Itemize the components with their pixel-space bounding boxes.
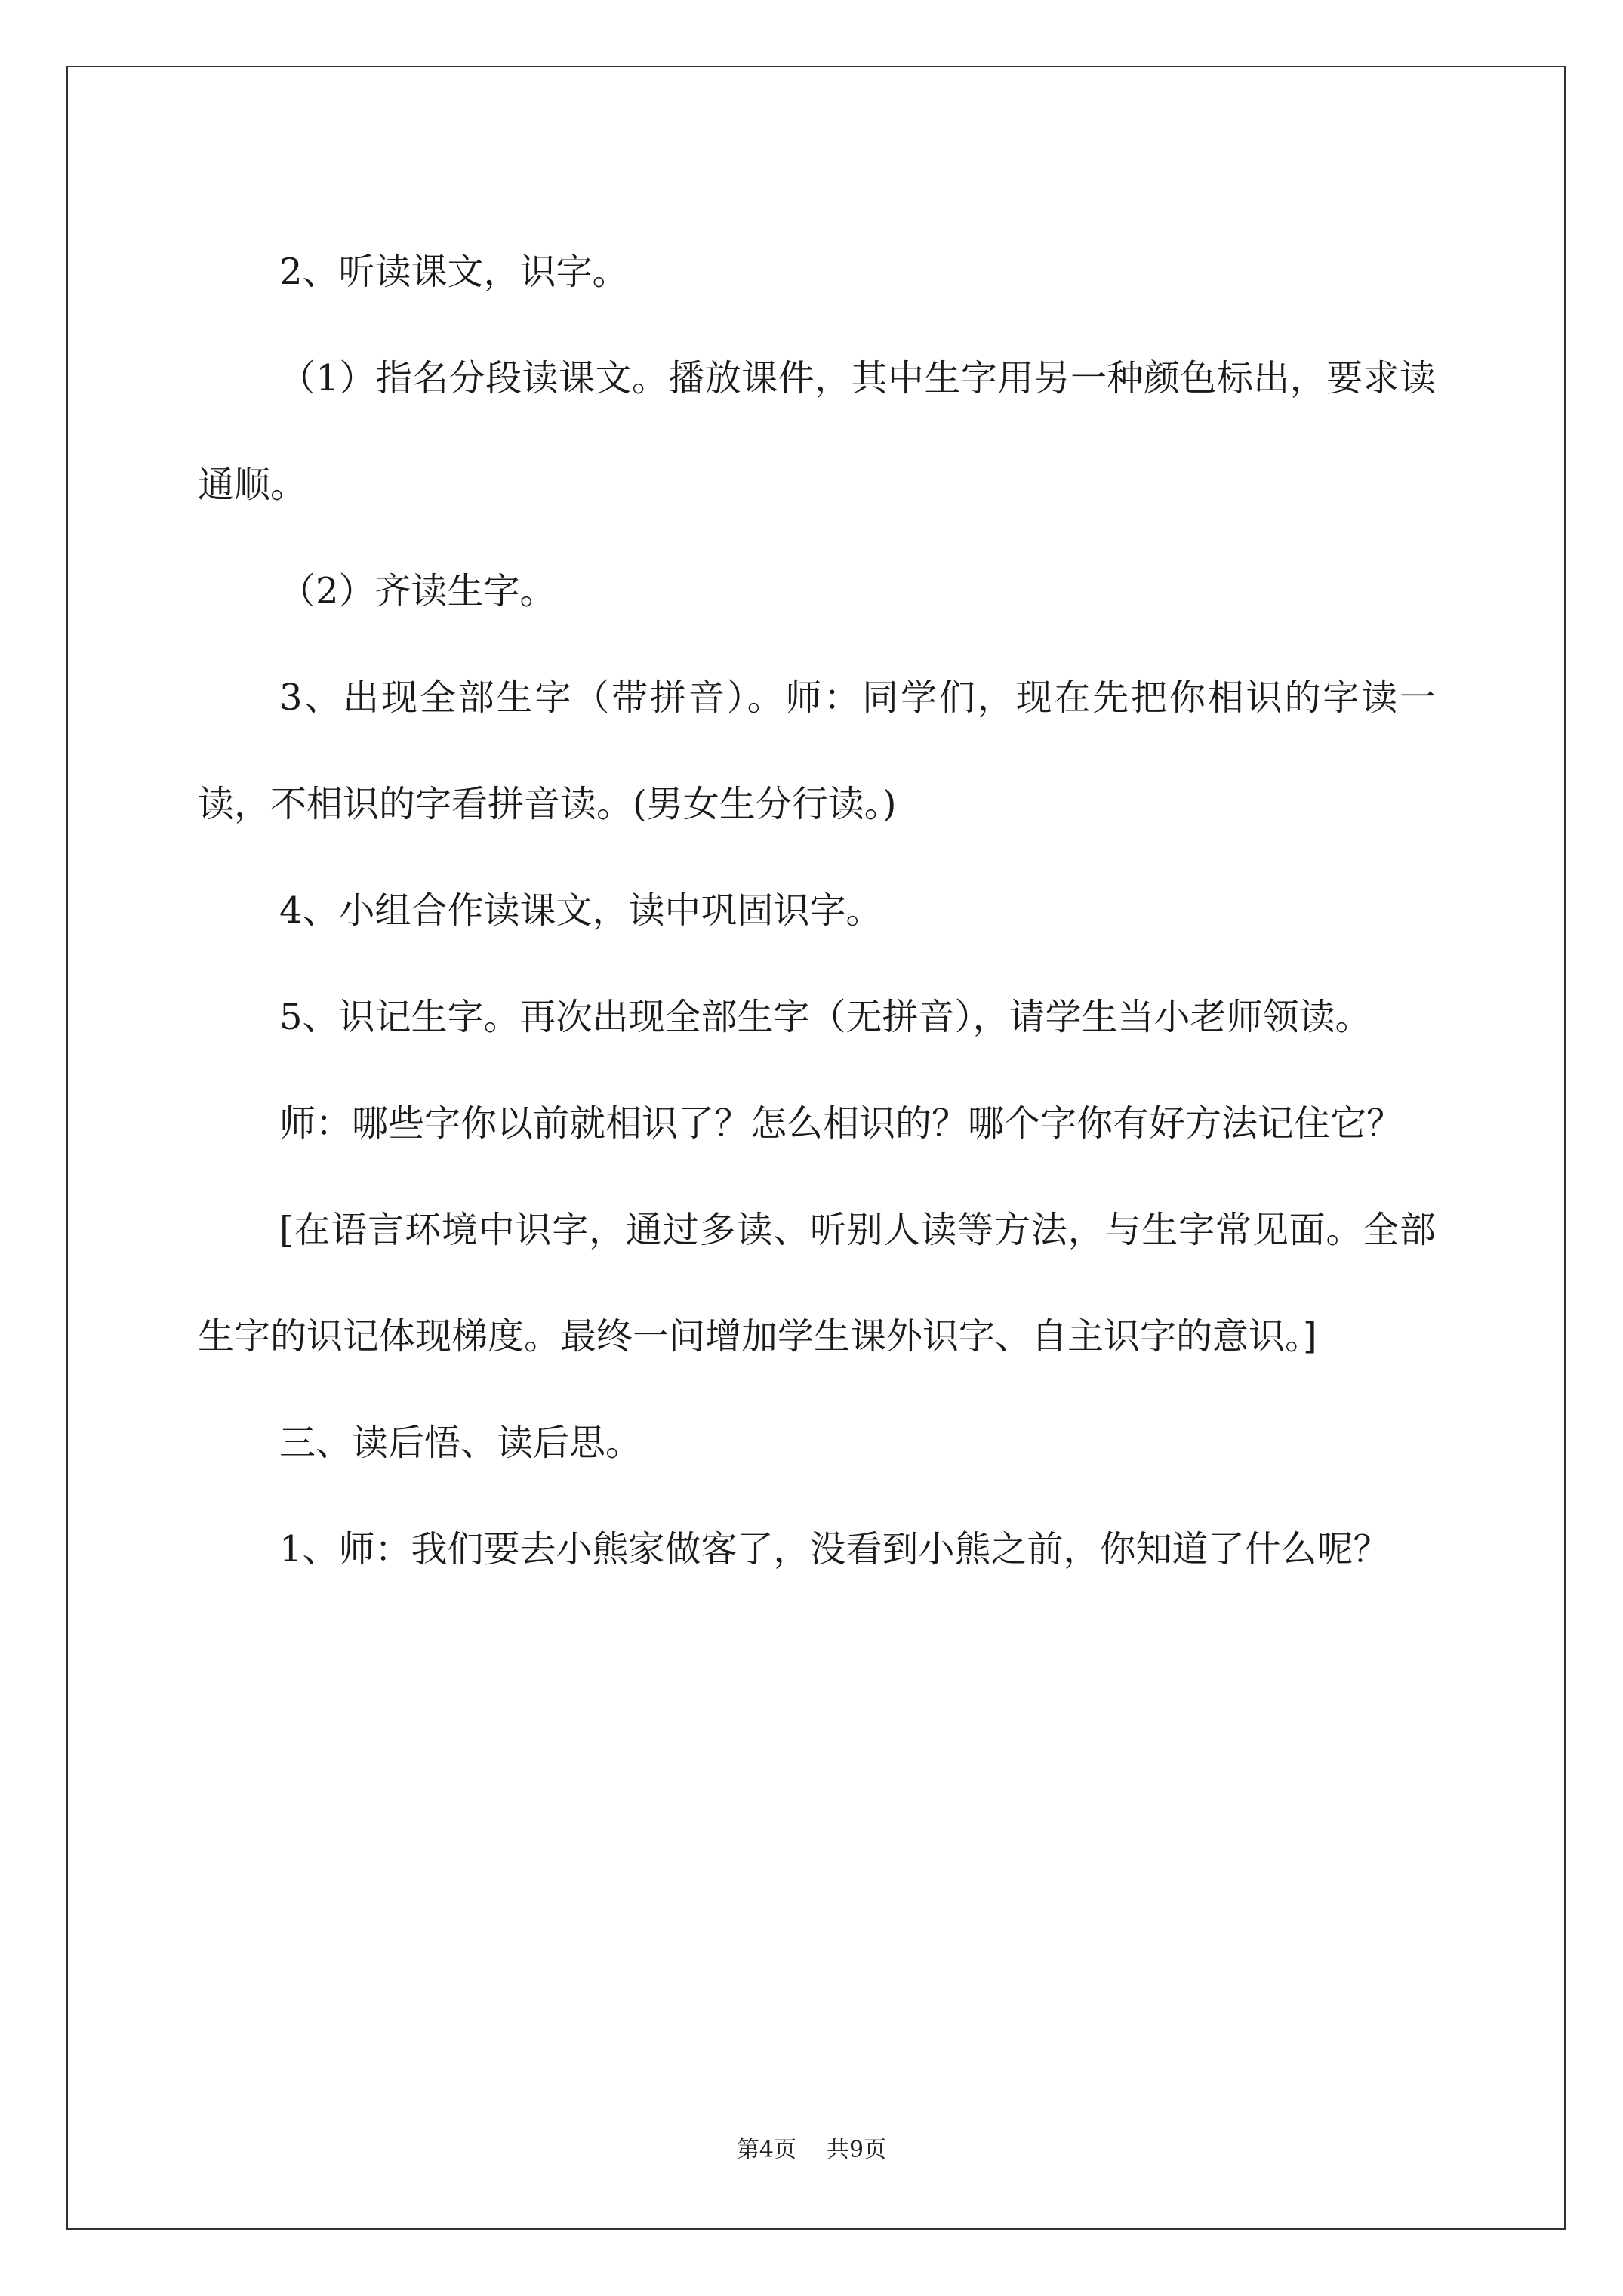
paragraph: 5、识记生字。再次出现全部生字（无拼音），请学生当小老师领读。	[279, 996, 1372, 1038]
paragraph: 师：哪些字你以前就相识了？怎么相识的？哪个字你有好方法记住它？	[279, 1102, 1403, 1145]
paragraph: 三、读后悟、读后思。	[279, 1422, 642, 1464]
paragraph: 1、师：我们要去小熊家做客了，没看到小熊之前，你知道了什么呢？	[279, 1528, 1390, 1570]
page-total: 共9页	[827, 2137, 887, 2163]
paragraph: 3、出现全部生字（带拼音）。师：同学们，现在先把你相识的字读一读，不相识的字看拼音读。(男女生分行读。)	[198, 676, 1436, 825]
page-number: 第4页	[736, 2137, 796, 2163]
document-body	[198, 219, 1436, 1603]
paragraph: （1）指名分段读课文。播放课件，其中生字用另一种颜色标出，要求读通顺。	[198, 357, 1436, 506]
paragraph: 4、小组合作读课文，读中巩固识字。	[279, 889, 882, 932]
paragraph: [在语言环境中识字，通过多读、听别人读等方法，与生字常见面。全部生字的识记体现梯度。最终一问增加学生课外识字、自主识字的意识。]	[198, 1209, 1436, 1358]
paragraph: （2）齐读生字。	[279, 570, 556, 612]
paragraph: 2、听读课文，识字。	[279, 251, 629, 293]
page-footer	[0, 2135, 1623, 2165]
